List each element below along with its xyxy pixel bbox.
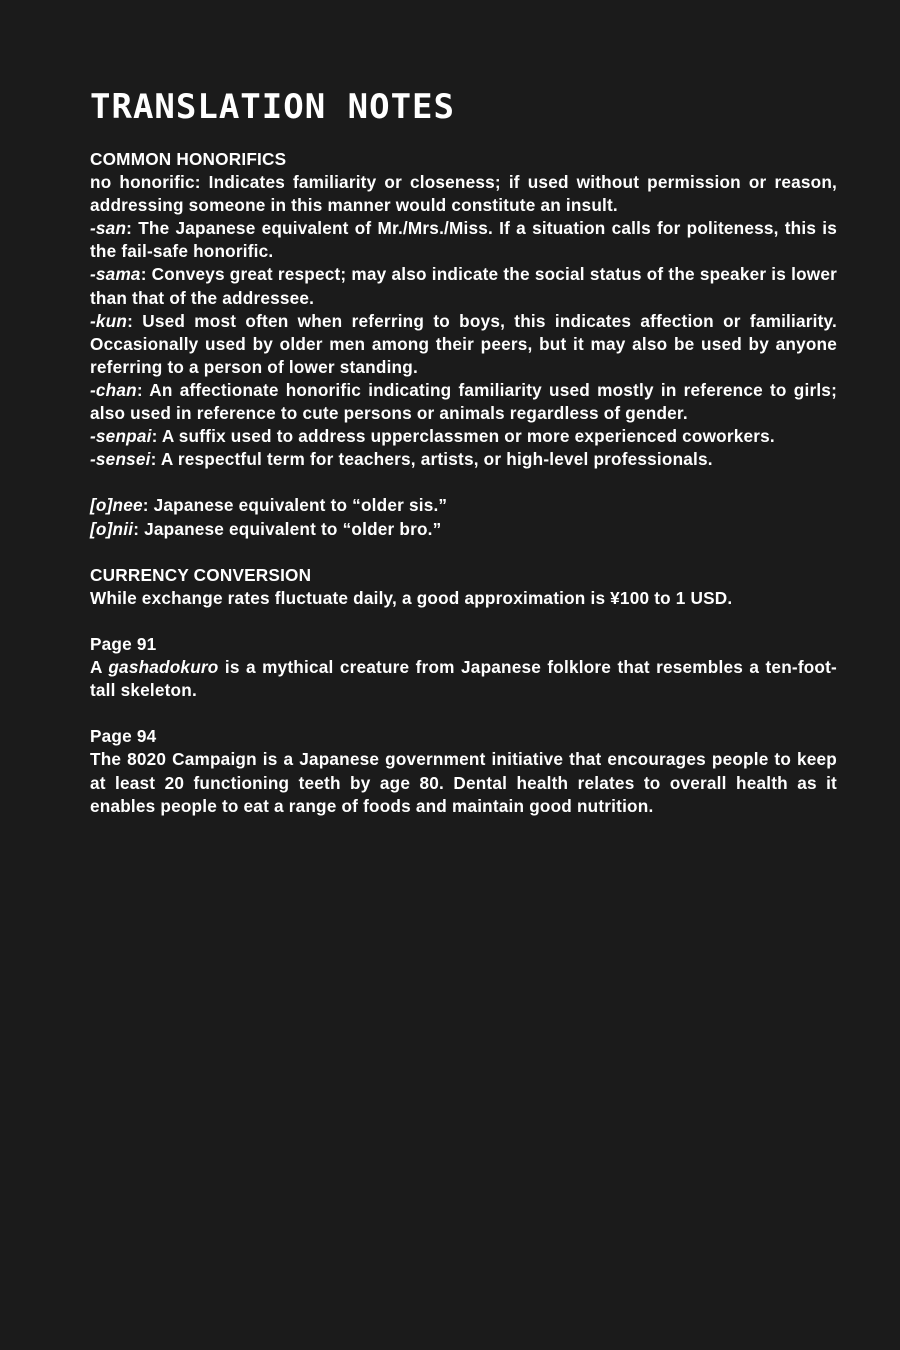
honorific-term: -kun [90, 310, 128, 331]
page91-heading: Page 91 [90, 633, 157, 654]
translation-notes-page [90, 86, 837, 818]
honorific-term: -sensei [90, 449, 151, 470]
page-title: TRANSLATION NOTES [90, 87, 455, 127]
honorific-term: -senpai [90, 426, 152, 447]
honorific-entry-sensei [90, 448, 837, 471]
section-gap [90, 702, 837, 725]
honorific-text: : Conveys great respect; may also indicate the social status of the speaker is lower than that of the addressee. [90, 264, 837, 308]
honorific-text: : The Japanese equivalent of Mr./Mrs./Miss. If a situation calls for politeness, this is the fail-safe honorific. [90, 218, 837, 262]
page91-note [90, 656, 837, 702]
honorific-text: : A respectful term for teachers, artists, or high-level professionals. [150, 449, 713, 470]
honorific-entry-san [90, 217, 837, 263]
page94-note: The 8020 Campaign is a Japanese government initiative that encourages people to keep at least 20 functioning teeth by age 80. Dental health relates to overall health as it enables people to eat a range of foods and maintain good nutrition. [90, 749, 837, 816]
sibling-term: [o]nii [90, 518, 134, 539]
honorific-text: no honorific: Indicates familiarity or closeness; if used without permission or reason, addressing someone in this manner would constitute an insult. [90, 172, 837, 216]
honorific-entry-none [90, 171, 837, 217]
honorific-entry-kun [90, 310, 837, 379]
honorific-entry-senpai [90, 425, 837, 448]
honorific-term: -sama [90, 264, 141, 285]
sibling-entry-onii [90, 518, 837, 541]
section-gap [90, 610, 837, 633]
honorific-entry-chan [90, 379, 837, 425]
page91-prefix: A [90, 657, 109, 678]
sibling-text: : Japanese equivalent to “older sis.” [142, 495, 448, 516]
page91-term: gashadokuro [108, 657, 219, 678]
honorific-text: : Used most often when referring to boys, this indicates affection or familiarity. Occasionally used by older men among their peers, but it may also be used by anyone referring to a person of lower standing. [90, 310, 837, 377]
sibling-term: [o]nee [90, 495, 143, 516]
sibling-text: : Japanese equivalent to “older bro.” [133, 518, 442, 539]
honorific-term: -chan [90, 379, 137, 400]
honorifics-heading: COMMON HONORIFICS [90, 149, 287, 169]
page91-text: is a mythical creature from Japanese folklore that resembles a ten-foot-tall skeleton. [90, 657, 837, 701]
section-gap [90, 541, 837, 564]
section-gap [90, 471, 837, 494]
honorific-text: : A suffix used to address upperclassmen or more experienced coworkers. [151, 426, 775, 447]
honorific-entry-sama [90, 263, 837, 309]
currency-heading: CURRENCY CONVERSION [90, 564, 312, 585]
currency-text: While exchange rates fluctuate daily, a good approximation is ¥100 to 1 USD. [90, 587, 733, 608]
honorific-term: -san [90, 218, 127, 239]
page94-heading: Page 94 [90, 726, 157, 747]
notes-body [90, 148, 837, 818]
sibling-entry-onee [90, 494, 837, 517]
honorific-text: : An affectionate honorific indicating familiarity used mostly in reference to girls; also used in reference to cute persons or animals regardless of gender. [90, 379, 837, 424]
